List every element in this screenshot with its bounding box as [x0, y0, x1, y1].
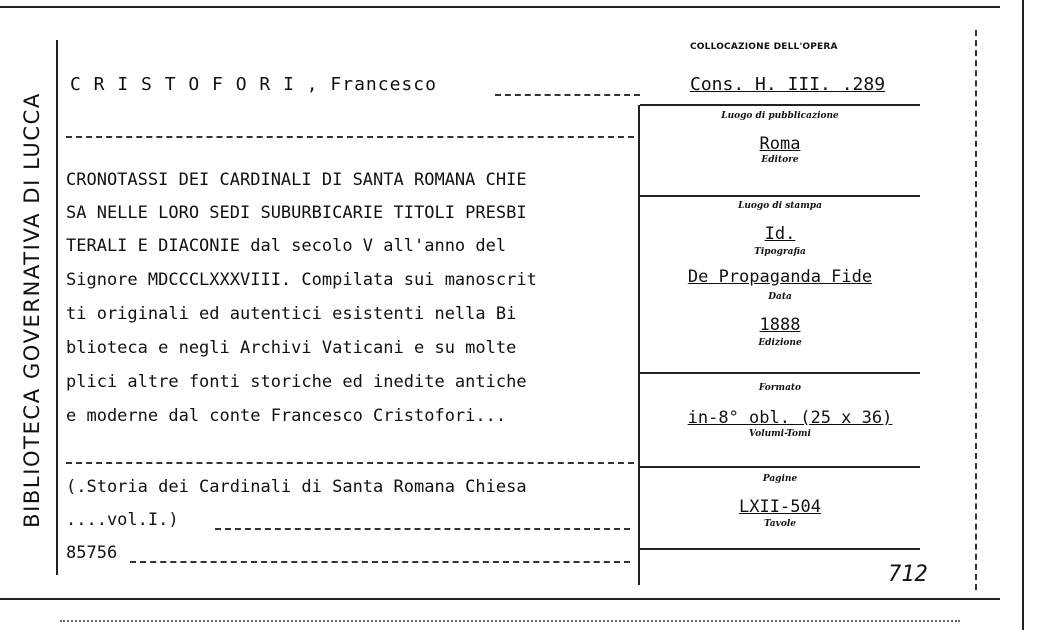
- rule-under-title: [66, 462, 634, 464]
- collocation-heading: COLLOCAZIONE DELL'OPERA: [690, 42, 838, 52]
- panel-top-rule: [640, 104, 920, 106]
- field-label: Luogo di pubblicazione: [721, 111, 839, 121]
- field-rule: [640, 372, 920, 374]
- field-label: Data: [768, 292, 792, 302]
- title-line: blioteca e negli Archivi Vaticani e su molte: [66, 338, 517, 358]
- corner-number: 712: [888, 562, 928, 587]
- field-value: De Propaganda Fide: [687, 267, 873, 287]
- card-inner-right-border: [975, 30, 977, 590]
- field-label: Volumi-Tomi: [749, 429, 811, 439]
- field-label: Luogo di stampa: [738, 201, 822, 211]
- title-line: plici altre fonti storiche ed inedite antiche: [66, 372, 527, 392]
- title-line: CRONOTASSI DEI CARDINALI DI SANTA ROMANA CHIE: [66, 170, 527, 190]
- field-rule: [640, 466, 920, 468]
- card-bottom-border: [0, 598, 1000, 600]
- field-rule: [640, 195, 920, 197]
- field-value: 1888: [759, 315, 801, 335]
- card-left-margin-line: [56, 40, 58, 575]
- field-label: Tipografia: [754, 247, 806, 257]
- title-line: e moderne dal conte Francesco Cristofori...: [66, 406, 507, 426]
- field-value: in-8° obl. (25 x 36): [687, 408, 893, 428]
- title-line: Signore MDCCCLXXXVIII. Compilata sui manoscrit: [66, 270, 537, 290]
- field-label: Editore: [761, 155, 799, 165]
- field-label: Tavole: [763, 519, 797, 529]
- inventory-number: 85756: [66, 543, 118, 563]
- title-line: TERALI E DIACONIE dal secolo V all'anno del: [66, 236, 507, 256]
- title-line: SA NELLE LORO SEDI SUBURBICARIE TITOLI PRESBI: [66, 203, 527, 223]
- inventory-dash-fill: [130, 561, 630, 563]
- institution-vertical-title: [14, 40, 50, 580]
- title-line: ti originali ed autentici esistenti nella Bi: [66, 304, 517, 324]
- card-right-border: [1022, 0, 1024, 630]
- field-rule: [640, 548, 920, 550]
- shelfmark: Cons. H. III. .289: [690, 74, 886, 95]
- series-dash-fill: [215, 528, 630, 530]
- scan-edge: [60, 620, 960, 622]
- series-line: (.Storia dei Cardinali di Santa Romana Chiesa: [66, 477, 527, 497]
- field-value: LXII-504: [739, 497, 821, 517]
- field-label: Formato: [758, 383, 802, 393]
- series-line: ....vol.I.): [66, 510, 179, 530]
- field-label: Pagine: [762, 474, 798, 484]
- institution-name: BIBLIOTECA GOVERNATIVA DI LUCCA: [20, 92, 44, 528]
- author-line: C R I S T O F O R I , Francesco: [70, 74, 437, 95]
- card-top-border: [0, 6, 1000, 8]
- field-label: Edizione: [758, 338, 802, 348]
- field-value: Id.: [764, 224, 796, 244]
- rule-under-author: [66, 136, 634, 138]
- field-value: Roma: [759, 134, 801, 154]
- author-dash-fill: [495, 94, 640, 96]
